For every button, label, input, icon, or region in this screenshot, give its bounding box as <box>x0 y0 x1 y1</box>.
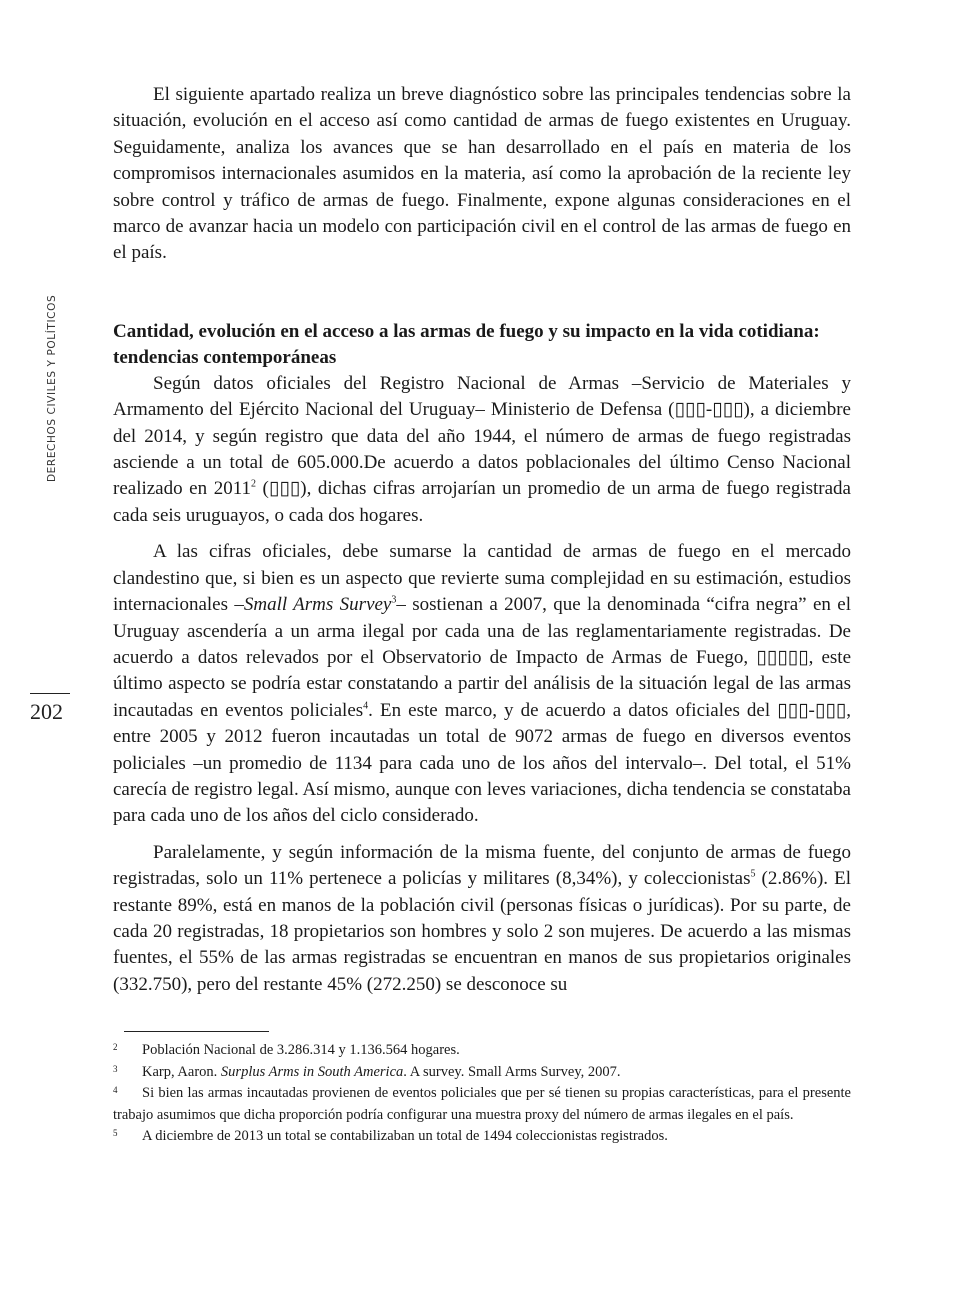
paragraph-3-text-c: . En este marco, y de acuerdo a datos oficiales del ▯▯▯-▯▯▯, entre 2005 y 2012 fueron incautadas un total de 9072 armas de fuego en diversos eventos policiales –un promedio de 1134 para cada uno de los años del intervalo–. Del total, el 51% carecía de registro legal. Así mismo, aunque con leves variaciones, dicha tendencia se constataba para cada uno de los años del ciclo considerado. <box>113 699 851 827</box>
paragraph-2-text-a: Según datos oficiales del Registro Nacional de Armas –Servicio de Materiales y Armamento del Ejército Nacional del Uruguay– Ministerio de Defensa (▯▯▯-▯▯▯), a diciembre del 2014, y según registro que data del año 1944, el número de armas de fuego registradas asciende a un total de 605.000.De acuerdo a datos poblacionales del último Censo Nacional realizado en 2011 <box>113 372 851 500</box>
footnote-mark: 5 <box>113 1128 118 1138</box>
footnote-mark: 3 <box>113 1063 118 1074</box>
paragraph-4-text-b: (2.86%). El restante 89%, está en manos de la población civil (personas físicas o jurídicas). Por su parte, de cada 20 registradas, 18 propietarios son hombres y solo 2 son mujeres. De acuerdo a las mismas fuentes, el 55% de las armas registradas se encuentran en manos de sus propietarios originales (332.750), pero del restante 45% (272.250) se desconoce su <box>113 868 851 995</box>
paragraph-registered-arms <box>113 371 851 529</box>
body-text <box>113 82 851 998</box>
page-number: 202 <box>30 699 63 724</box>
footnote-book-title: Surplus Arms in South America <box>220 1063 404 1080</box>
paragraph-illegal-arms <box>113 539 851 829</box>
running-section-label: DERECHOS CIVILES Y POLÍTICOS <box>46 294 58 482</box>
paragraph-4-text-a: Paralelamente, y según información de la misma fuente, del conjunto de armas de fuego registradas, solo un 11% pertenece a policías y militares (8,34%), y coleccionistas <box>113 841 851 890</box>
footnote-ref-5: 5 <box>750 868 756 880</box>
footnotes <box>113 1040 851 1148</box>
footnote-ref-3: 3 <box>391 594 397 606</box>
footnote-5 <box>113 1126 851 1148</box>
footnote-text: A diciembre de 2013 un total se contabilizaban un total de 1494 coleccionistas registrados. <box>142 1128 668 1144</box>
small-arms-survey-title: Small Arms Survey <box>243 594 392 616</box>
section-heading: Cantidad, evolución en el acceso a las armas de fuego y su impacto en la vida cotidiana: tendencias contemporáneas <box>113 320 820 368</box>
footnote-ref-2: 2 <box>250 479 256 491</box>
footnote-text: . A survey. Small Arms Survey, 2007. <box>403 1063 621 1080</box>
footnote-ref-4: 4 <box>363 700 369 712</box>
footnote-text: Población Nacional de 3.286.314 y 1.136.564 hogares. <box>142 1042 460 1058</box>
footnote-mark: 2 <box>113 1042 118 1052</box>
footnote-separator <box>124 1031 269 1032</box>
footnote-text: Si bien las armas incautadas provienen de eventos policiales que per sé tienen su propias características, para el presente trabajo asumimos que dicha proporción podría configurar una muestra proxy del número de armas ilegales en el país. <box>113 1085 851 1123</box>
paragraph-3-text-b: – sostienan a 2007, que la denominada “cifra negra” en el Uruguay ascendería a un arma ilegal por cada una de las reglamentariamente registradas. De acuerdo a datos relevados por el Observatorio de Impacto de Armas de Fuego, ▯▯▯▯▯, este último aspecto se podría estar constatando a partir del análisis de la situación legal de las armas incautadas en eventos policiales <box>113 594 851 721</box>
footnote-3 <box>113 1062 851 1084</box>
paragraph-3-text-a: A las cifras oficiales, debe sumarse la cantidad de armas de fuego en el mercado clandestino que, si bien es un aspecto que revierte suma complejidad en su estimación, estudios internacionales – <box>113 541 851 616</box>
page-number-rule <box>30 693 70 694</box>
paragraph-2-text-b: (▯▯▯), dichas cifras arrojarían un promedio de un arma de fuego registrada cada seis uruguayos, o cada dos hogares. <box>113 478 851 526</box>
footnote-2 <box>113 1040 851 1062</box>
footnote-text: Karp, Aaron. <box>142 1063 221 1080</box>
footnote-mark: 4 <box>113 1085 118 1095</box>
footnote-4 <box>113 1083 851 1126</box>
paragraph-ownership <box>113 840 851 998</box>
paragraph-intro: El siguiente apartado realiza un breve diagnóstico sobre las principales tendencias sobre la situación, evolución en el acceso así como cantidad de armas de fuego existentes en Uruguay. Seguidamente, analiza los avances que se han desarrollado en el país en materia de los compromisos internacionales asumidos en la materia, así como la aprobación de la reciente ley sobre control y tráfico de armas de fuego. Finalmente, expone algunas consideraciones en el marco de avanzar hacia un modelo con participación civil en el control de las armas de fuego en el país. <box>113 84 851 264</box>
